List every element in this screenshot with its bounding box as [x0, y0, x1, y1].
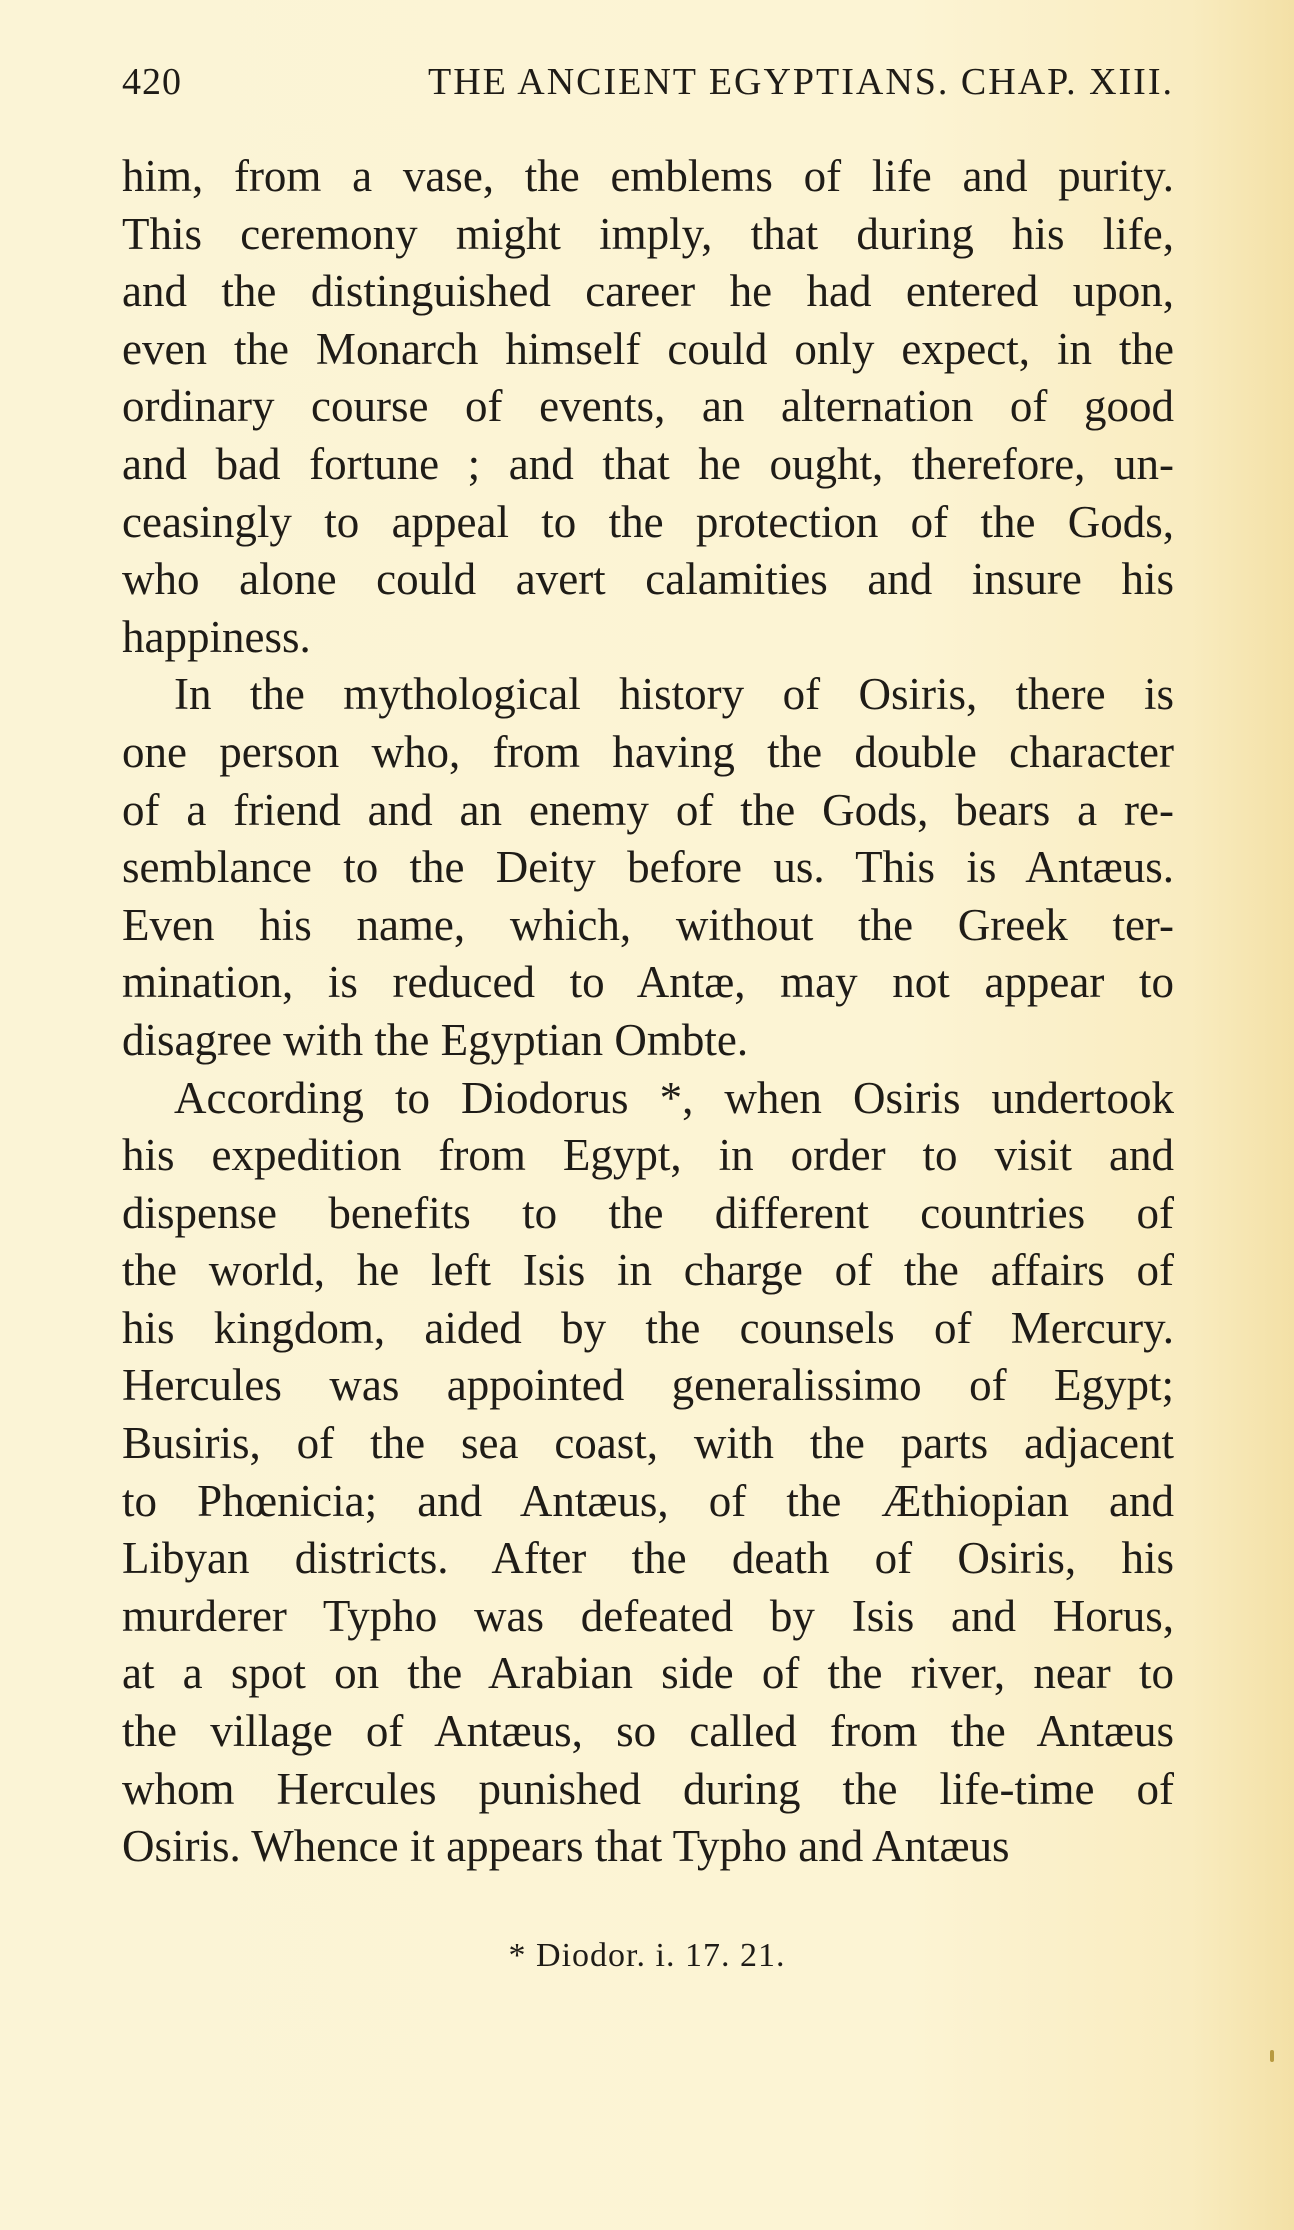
page-number: 420 [122, 61, 182, 103]
body-text [122, 148, 1174, 1876]
text-line: murderer Typho was defeated by Isis and Horus, [122, 1590, 1174, 1641]
text-line: mination, is reduced to Antæ, may not appear to [122, 957, 1174, 1008]
text-line: of a friend and an enemy of the Gods, bears a re- [122, 784, 1174, 835]
text-line: Busiris, of the sea coast, with the parts adjacent [122, 1418, 1174, 1469]
paragraph [122, 148, 1174, 666]
text-line: Hercules was appointed generalissimo of Egypt; [122, 1360, 1174, 1411]
text-line: to Phœnicia; and Antæus, of the Æthiopian and [122, 1475, 1174, 1526]
text-line: his kingdom, aided by the counsels of Mercury. [122, 1302, 1174, 1353]
text-line: him, from a vase, the emblems of life and purity. [122, 151, 1174, 201]
paragraph [122, 666, 1174, 1069]
text-line: one person who, from having the double character [122, 726, 1174, 777]
text-line: Osiris. Whence it appears that Typho and Antæus [122, 1821, 1010, 1872]
text-line: his expedition from Egypt, in order to visit and [122, 1130, 1174, 1181]
text-line: at a spot on the Arabian side of the river, near to [122, 1648, 1174, 1699]
text-line: and the distinguished career he had entered upon, [122, 266, 1174, 317]
text-line: This ceremony might imply, that during his life, [122, 208, 1174, 259]
running-head [122, 52, 1174, 112]
text-line: ordinary course of events, an alternation of good [122, 381, 1174, 432]
text-line: Even his name, which, without the Greek ter- [122, 899, 1174, 950]
paper-speck [1270, 2050, 1274, 2062]
text-line: In the mythological history of Osiris, there is [174, 669, 1174, 720]
text-line: happiness. [122, 611, 311, 662]
running-title: THE ANCIENT EGYPTIANS. CHAP. XIII. [427, 61, 1174, 103]
text-line: Libyan districts. After the death of Osiris, his [122, 1533, 1174, 1584]
text-line: the village of Antæus, so called from the Antæus [122, 1706, 1174, 1757]
text-line: disagree with the Egyptian Ombte. [122, 1014, 749, 1065]
text-line: who alone could avert calamities and insure his [122, 554, 1174, 605]
text-line: semblance to the Deity before us. This is Antæus. [122, 842, 1174, 893]
text-line: even the Monarch himself could only expect, in the [122, 323, 1174, 374]
paragraph [122, 1070, 1174, 1876]
text-line: According to Diodorus *, when Osiris undertook [174, 1072, 1174, 1123]
text-line: whom Hercules punished during the life-time of [122, 1763, 1174, 1814]
text-line: dispense benefits to the different countries of [122, 1187, 1174, 1238]
text-line: and bad fortune ; and that he ought, therefore, un- [122, 438, 1174, 489]
text-line: the world, he left Isis in charge of the affairs of [122, 1245, 1174, 1296]
text-line: ceasingly to appeal to the protection of the Gods, [122, 496, 1174, 547]
footnote: * Diodor. i. 17. 21. [508, 1937, 786, 1974]
